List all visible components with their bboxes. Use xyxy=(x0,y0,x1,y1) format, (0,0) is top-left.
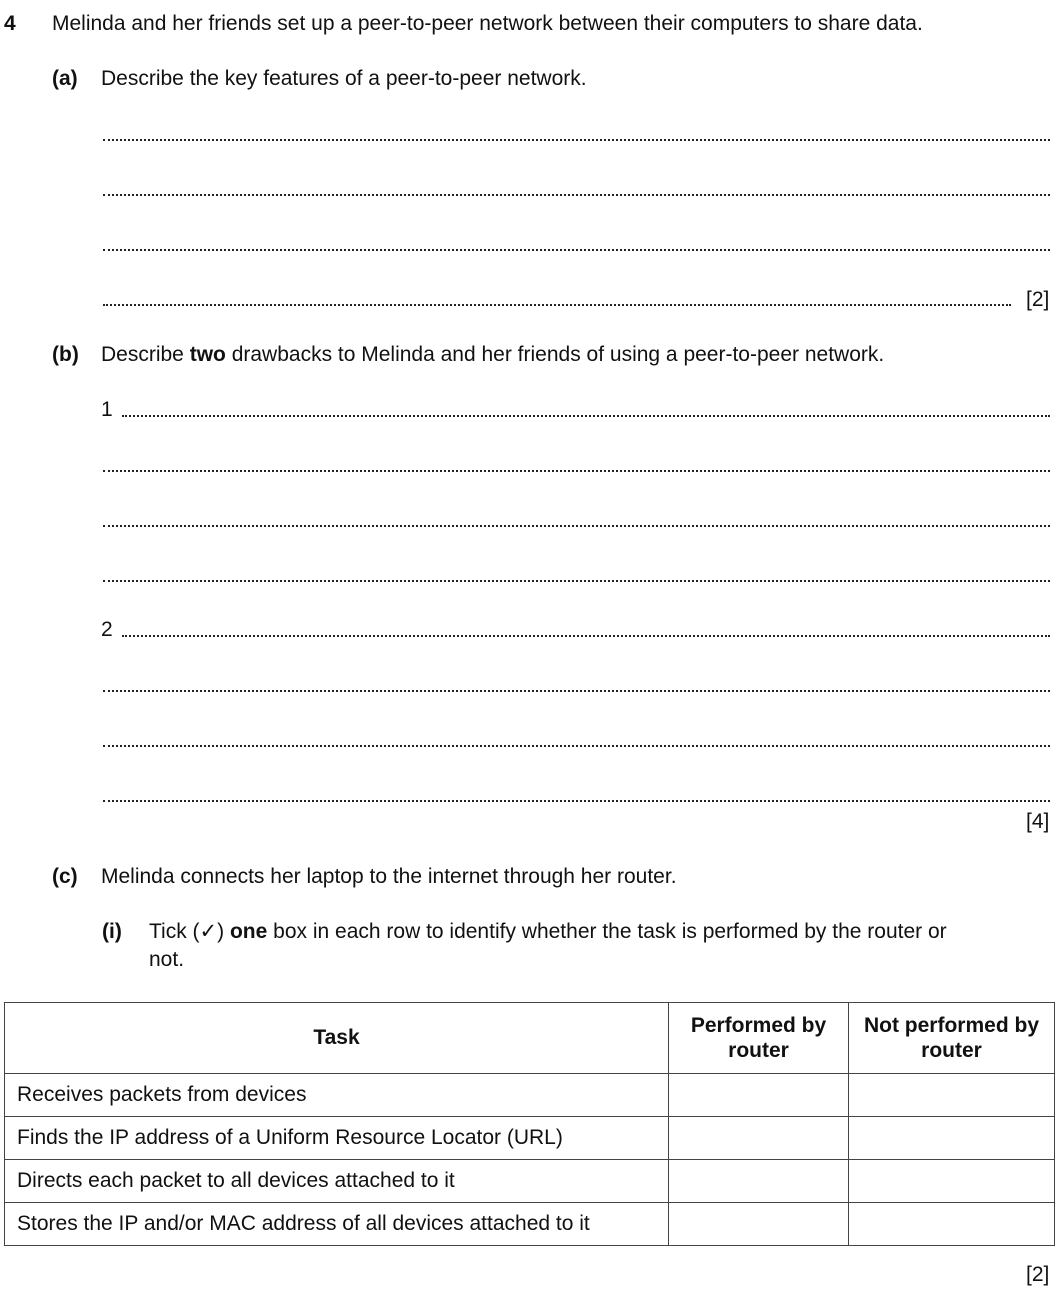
answer-line-b8[interactable] xyxy=(103,800,1050,802)
answer-line-b2[interactable] xyxy=(103,470,1050,472)
task-cell: Directs each packet to all devices attached to it xyxy=(5,1160,669,1203)
drawback-2-number: 2 xyxy=(101,618,113,641)
answer-line-a3[interactable] xyxy=(103,249,1050,251)
task-cell: Finds the IP address of a Uniform Resource Locator (URL) xyxy=(5,1117,669,1160)
part-a-marks: [2] xyxy=(1026,288,1050,311)
question-intro: Melinda and her friends set up a peer-to-peer network between their computers to share data. xyxy=(52,12,923,35)
tick-box-not-performed[interactable] xyxy=(849,1074,1055,1117)
answer-line-b7[interactable] xyxy=(103,745,1050,747)
drawback-1-number: 1 xyxy=(101,398,113,421)
part-b-label: (b) xyxy=(52,343,79,366)
task-cell: Receives packets from devices xyxy=(5,1074,669,1117)
part-a-question: Describe the key features of a peer-to-peer network. xyxy=(101,67,587,90)
header-task: Task xyxy=(5,1003,669,1074)
table-row xyxy=(5,1160,1055,1203)
answer-line-b6[interactable] xyxy=(103,690,1050,692)
answer-line-b3[interactable] xyxy=(103,525,1050,527)
answer-line-a4[interactable] xyxy=(103,304,1011,306)
tick-box-performed[interactable] xyxy=(669,1160,849,1203)
table-row xyxy=(5,1203,1055,1246)
answer-line-a1[interactable] xyxy=(103,139,1050,141)
tick-box-performed[interactable] xyxy=(669,1074,849,1117)
tick-box-not-performed[interactable] xyxy=(849,1160,1055,1203)
answer-line-b4[interactable] xyxy=(103,580,1050,582)
question-number: 4 xyxy=(4,12,16,35)
header-not-performed-by-router: Not performed by router xyxy=(849,1003,1055,1074)
part-c-marks: [2] xyxy=(1026,1263,1050,1286)
tick-box-performed[interactable] xyxy=(669,1117,849,1160)
part-c-question: Melinda connects her laptop to the internet through her router. xyxy=(101,865,677,888)
tick-box-not-performed[interactable] xyxy=(849,1117,1055,1160)
header-performed-by-router: Performed by router xyxy=(669,1003,849,1074)
task-cell: Stores the IP and/or MAC address of all devices attached to it xyxy=(5,1203,669,1246)
part-a-label: (a) xyxy=(52,67,78,90)
part-c-label: (c) xyxy=(52,865,78,888)
table-row xyxy=(5,1117,1055,1160)
part-c-i-instruction-line2: not. xyxy=(149,948,185,971)
part-c-i-instruction: Tick (✓) one box in each row to identify whether the task is performed by the router or xyxy=(149,920,947,943)
part-c-i-label: (i) xyxy=(102,920,122,943)
tick-box-not-performed[interactable] xyxy=(849,1203,1055,1246)
answer-line-b1[interactable] xyxy=(122,415,1050,417)
answer-line-a2[interactable] xyxy=(103,194,1050,196)
router-task-table xyxy=(4,1002,1055,1246)
part-b-marks: [4] xyxy=(1026,810,1050,833)
table-header-row xyxy=(5,1003,1055,1074)
tick-box-performed[interactable] xyxy=(669,1203,849,1246)
answer-line-b5[interactable] xyxy=(122,635,1050,637)
table-row xyxy=(5,1074,1055,1117)
part-b-question: Describe two drawbacks to Melinda and her friends of using a peer-to-peer network. xyxy=(101,343,885,366)
